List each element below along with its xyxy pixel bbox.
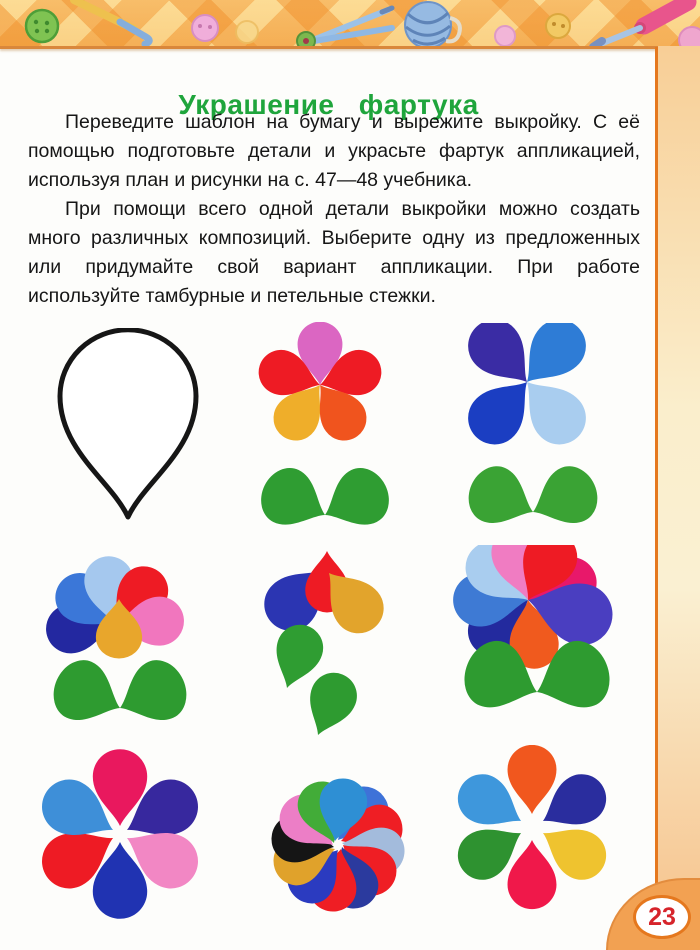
composition-petal-fan-gold-drop <box>35 545 205 720</box>
screwdriver-icon <box>593 2 688 46</box>
composition-five-petal-flower <box>243 322 428 527</box>
composition-petal-template <box>40 328 210 520</box>
pale-button-icon <box>236 21 258 43</box>
compass-icon <box>297 8 392 46</box>
page-top-border <box>0 0 700 49</box>
crochet-hook-icon <box>74 0 149 44</box>
composition-six-petal-ring <box>445 745 620 915</box>
composition-pinwheel <box>252 770 420 920</box>
yellow-button-icon <box>546 14 570 38</box>
yarn-ball-icon <box>405 2 460 46</box>
small-pink-button-icon <box>495 26 515 46</box>
edge-pink-button-icon <box>679 27 700 46</box>
pink-button-icon <box>192 15 218 41</box>
right-margin-strip <box>658 46 700 950</box>
page-title: Украшение фартука <box>178 88 479 120</box>
composition-overlapping-swirl <box>448 545 620 717</box>
page-number: 23 <box>633 895 691 939</box>
body-text <box>28 108 640 311</box>
sewing-tools-border-art <box>0 0 700 46</box>
paragraph-1: Переведите шаблон на бумагу и вырежите выкройку. С её помощью подготовьте детали и украсьте фартук аппликацией, используя план и рисунки на с. 47—48 учебника. <box>28 111 640 191</box>
composition-blue-four-petal-flower <box>443 323 628 523</box>
composition-bud-sprig <box>255 538 400 745</box>
paragraph-2: При помощи всего одной детали выкройки можно создать много различных композиций. Выберите одну из предложенных или придумайте свой вариант аппликации. При работе используйте тамбурные и петельные стежки. <box>28 198 640 307</box>
page-border-line <box>655 47 658 895</box>
green-button-icon <box>26 10 58 42</box>
composition-six-petal-star <box>28 748 208 920</box>
